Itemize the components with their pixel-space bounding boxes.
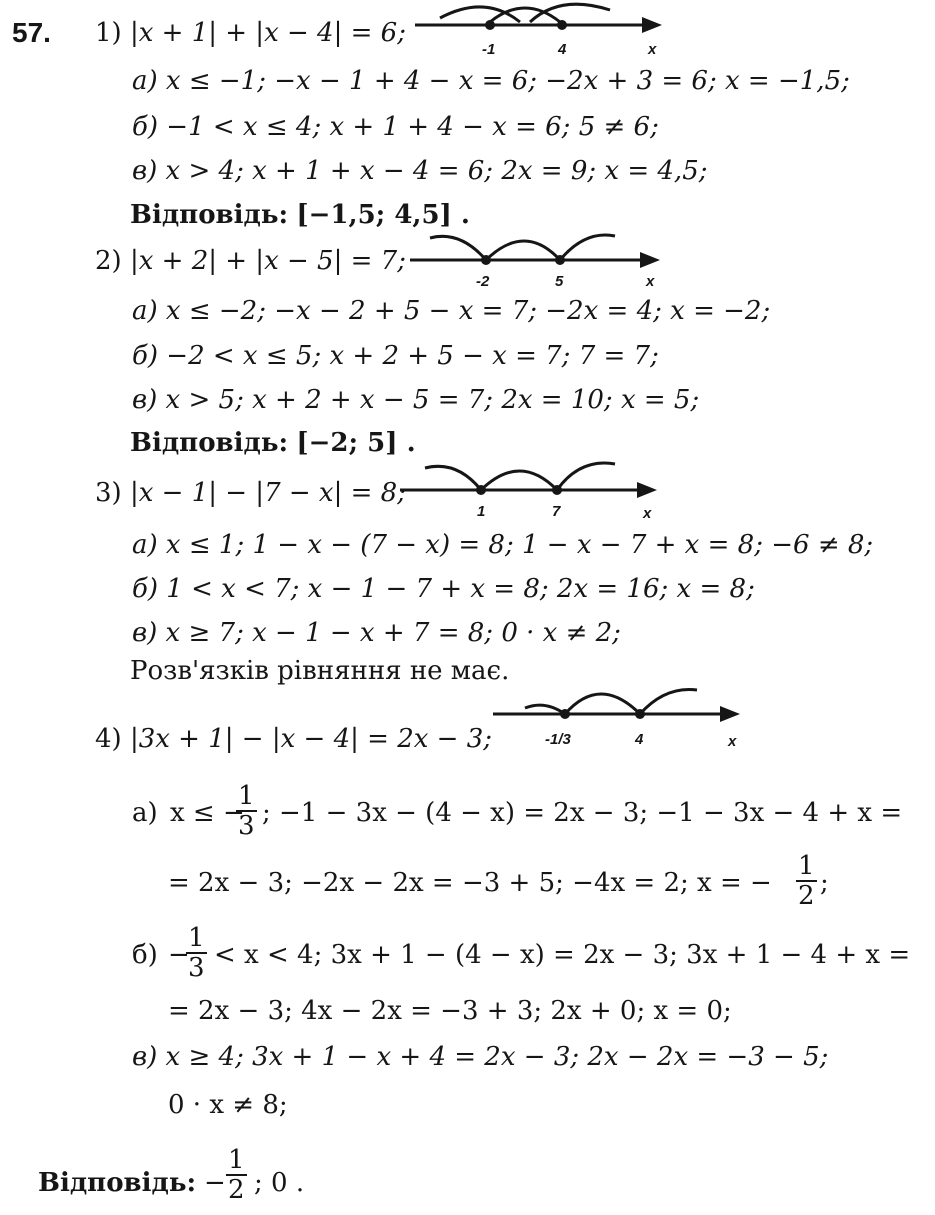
part-4-header: [95, 724, 492, 754]
point-marker: [555, 255, 565, 265]
point-marker: [560, 709, 570, 719]
axis-label: x: [728, 733, 737, 750]
case-row: [132, 618, 621, 648]
problem-number: 57.: [12, 17, 51, 48]
tick-label: -1: [482, 41, 496, 58]
interval-arc: [557, 463, 615, 490]
tick-label: -1/3: [545, 731, 571, 748]
interval-arc: [481, 471, 557, 490]
case-row: [132, 156, 708, 186]
case-row: [132, 574, 755, 604]
interval-arc: [530, 4, 610, 22]
axis-label: x: [648, 41, 657, 58]
number-line-4: [485, 680, 760, 780]
case-text: = 2x − 3; 4x − 2x = −3 + 3; 2x + 0; x = 0;: [168, 996, 732, 1026]
case-text: x ≥ 7; x − 1 − x + 7 = 8; 0 · x ≠ 2;: [165, 618, 621, 648]
answer-value: [−2; 5] .: [296, 428, 416, 458]
case-label: б): [132, 341, 159, 371]
case-text: 0 · x ≠ 8;: [168, 1090, 288, 1120]
case-label: в): [132, 618, 158, 648]
number-line-2: [400, 226, 670, 290]
answer-value: [−1,5; 4,5] .: [296, 200, 470, 230]
case-text: ; −1 − 3x − (4 − x) = 2x − 3; −1 − 3x − 4 + x =: [262, 798, 903, 828]
interval-arc: [440, 7, 520, 22]
arrow-head: [640, 252, 660, 268]
part-label: 4): [95, 724, 122, 754]
arrow-head: [642, 17, 662, 33]
part-1-header: [95, 18, 406, 48]
interval-arc: [486, 241, 560, 260]
fraction: $\frac{1}{2}$: [798, 851, 815, 911]
case-text: x ≤ −1; −x − 1 + 4 − x = 6; −2x + 3 = 6; x = −1,5;: [165, 66, 850, 96]
part-label: 1): [95, 18, 122, 48]
answer-prefix: −: [204, 1168, 226, 1198]
case-label: а): [132, 66, 158, 96]
case-text: ;: [820, 868, 829, 898]
answer-value: ; 0 .: [254, 1168, 305, 1198]
case-text: −1 < x ≤ 4; x + 1 + 4 − x = 6; 5 ≠ 6;: [166, 112, 659, 142]
part-2-header: [95, 246, 406, 276]
interval-arc: [565, 694, 640, 714]
number-line-1: [410, 0, 670, 62]
axis-label: x: [643, 505, 652, 522]
case-label: в): [132, 1042, 158, 1072]
equation: |3x + 1| − |x − 4| = 2x − 3;: [129, 724, 493, 754]
point-marker: [481, 255, 491, 265]
case-row: [132, 66, 850, 96]
part-3-header: [95, 478, 406, 508]
interval-arc: [430, 236, 486, 260]
point-marker: [635, 709, 645, 719]
case-text: = 2x − 3; −2x − 2x = −3 + 5; −4x = 2; x = −: [168, 868, 772, 898]
part-label: 2): [95, 246, 122, 276]
case-label: а): [132, 296, 158, 326]
case-label: б): [132, 940, 158, 970]
case-row: [132, 341, 659, 371]
point-marker: [557, 20, 567, 30]
case-text: x > 5; x + 2 + x − 5 = 7; 2x = 10; x = 5;: [165, 385, 700, 415]
case-text: x ≤ −: [170, 798, 245, 828]
point-marker: [476, 485, 486, 495]
case-label: б): [132, 112, 159, 142]
no-solution-note: Розв'язків рівняння не має.: [130, 656, 510, 686]
interval-arc: [560, 235, 615, 260]
case-text: x > 4; x + 1 + x − 4 = 6; 2x = 9; x = 4,5;: [165, 156, 708, 186]
answer-row: [130, 428, 416, 458]
tick-label: 4: [635, 731, 644, 748]
interval-arc: [640, 690, 697, 715]
point-marker: [552, 485, 562, 495]
case-text: x ≥ 4; 3x + 1 − x + 4 = 2x − 3; 2x − 2x = −3 − 5;: [165, 1042, 829, 1072]
equation: |x + 1| + |x − 4| = 6;: [129, 18, 406, 48]
tick-label: -2: [476, 273, 490, 290]
interval-arc: [425, 466, 481, 490]
case-label: в): [132, 385, 158, 415]
case-text: x ≤ −2; −x − 2 + 5 − x = 7; −2x = 4; x = −2;: [165, 296, 771, 326]
case-row: [132, 1042, 828, 1072]
case-row: [132, 112, 659, 142]
case-text: x ≤ 1; 1 − x − (7 − x) = 8; 1 − x − 7 + x = 8; −6 ≠ 8;: [165, 530, 874, 560]
case-label: б): [132, 574, 159, 604]
part-label: 3): [95, 478, 122, 508]
case-row: [132, 296, 770, 326]
fraction: $\frac{1}{3}$: [188, 923, 205, 983]
equation: |x + 2| + |x − 5| = 7;: [129, 246, 406, 276]
answer-label: Відповідь:: [130, 200, 289, 230]
tick-label: 4: [558, 41, 567, 58]
case-label: а): [132, 798, 158, 828]
case-row: [132, 530, 873, 560]
case-label: а): [132, 530, 158, 560]
arrow-head: [720, 706, 740, 722]
tick-label: 5: [555, 273, 564, 290]
fraction: $\frac{1}{3}$: [238, 781, 255, 841]
axis-label: x: [646, 273, 655, 290]
tick-label: 1: [477, 503, 486, 520]
number-line-3: [395, 456, 670, 520]
case-text: 1 < x < 7; x − 1 − 7 + x = 8; 2x = 16; x = 8;: [166, 574, 755, 604]
case-text: −2 < x ≤ 5; x + 2 + 5 − x = 7; 7 = 7;: [166, 341, 659, 371]
point-marker: [485, 20, 495, 30]
answer-label: Відповідь:: [130, 428, 289, 458]
equation: |x − 1| − |7 − x| = 8;: [129, 478, 406, 508]
answer-label: Відповідь:: [38, 1168, 197, 1198]
case-label: в): [132, 156, 158, 186]
answer-fraction: $\frac{1}{2}$: [228, 1145, 245, 1205]
case-text: −: [168, 940, 190, 970]
tick-label: 7: [552, 503, 561, 520]
case-row: [132, 385, 699, 415]
arrow-head: [637, 482, 657, 498]
case-text: < x < 4; 3x + 1 − (4 − x) = 2x − 3; 3x + 1 − 4 + x =: [214, 940, 911, 970]
